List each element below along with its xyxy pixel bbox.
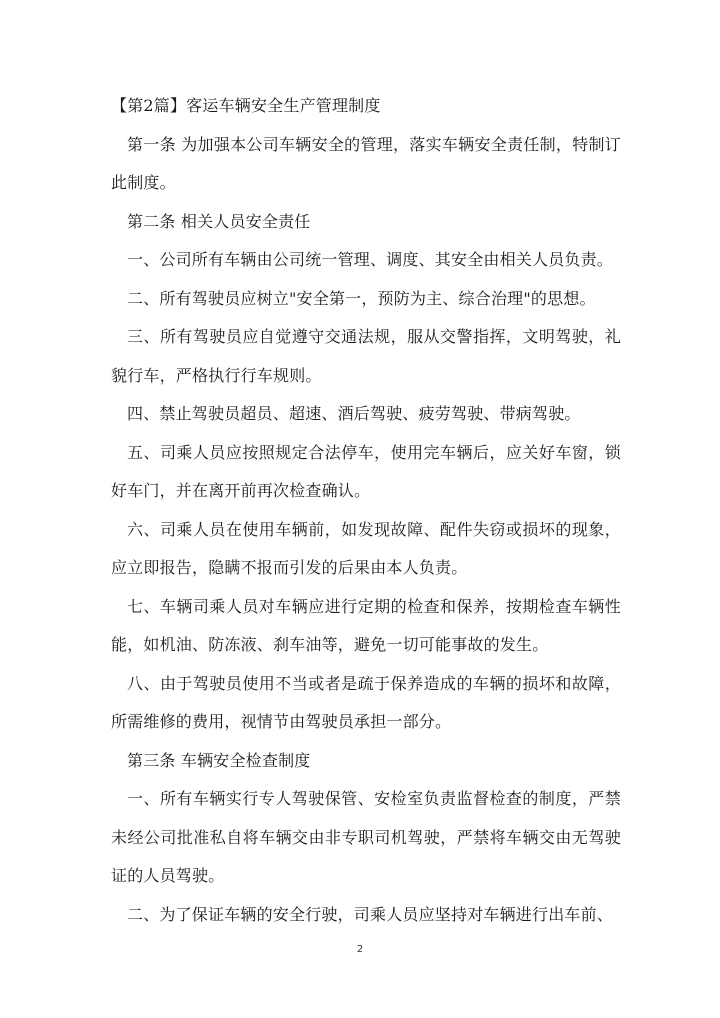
- paragraph-item: 三、所有驾驶员应自觉遵守交通法规，服从交警指挥，文明驾驶，礼貌行车，严格执行行车规则。: [111, 327, 621, 385]
- paragraph-item: 二、所有驾驶员应树立"安全第一，预防为主、综合治理"的思想。: [127, 288, 596, 308]
- document-title: 【第2篇】客运车辆安全生产管理制度: [111, 96, 381, 115]
- paragraph-item: 一、公司所有车辆由公司统一管理、调度、其安全由相关人员负责。: [127, 250, 614, 269]
- paragraph-item: 四、禁止驾驶员超员、超速、酒后驾驶、疲劳驾驶、带病驾驶。: [127, 404, 581, 423]
- document-body: [111, 87, 621, 934]
- page-number: 2: [356, 944, 364, 955]
- paragraph-item: 一、所有车辆实行专人驾驶保管、安检室负责监督检查的制度，严禁未经公司批准私自将车辆交由非专职司机驾驶，严禁将车辆交由无驾驶证的人员驾驶。: [111, 789, 621, 885]
- paragraph-item: 八、由于驾驶员使用不当或者是疏于保养造成的车辆的损坏和故障，所需维修的费用，视情节由驾驶员承担一部分。: [111, 673, 621, 731]
- paragraph-item: 七、车辆司乘人员对车辆应进行定期的检查和保养，按期检查车辆性能，如机油、防冻液、刹车油等，避免一切可能事故的发生。: [111, 596, 621, 654]
- paragraph-item: 二、为了保证车辆的安全行驶，司乘人员应坚持对车辆进行出车前、: [127, 904, 614, 924]
- paragraph-item: 五、司乘人员应按照规定合法停车，使用完车辆后，应关好车窗，锁好车门，并在离开前再次检查确认。: [111, 442, 621, 500]
- paragraph-item: 六、司乘人员在使用车辆前，如发现故障、配件失窃或损坏的现象，应立即报告，隐瞒不报而引发的后果由本人负责。: [111, 519, 621, 577]
- paragraph-article-2-heading: 第二条 相关人员安全责任: [127, 211, 311, 231]
- paragraph-article-1: 第一条 为加强本公司车辆安全的管理，落实车辆安全责任制，特制订此制度。: [111, 134, 621, 192]
- paragraph-article-3-heading: 第三条 车辆安全检查制度: [127, 750, 311, 770]
